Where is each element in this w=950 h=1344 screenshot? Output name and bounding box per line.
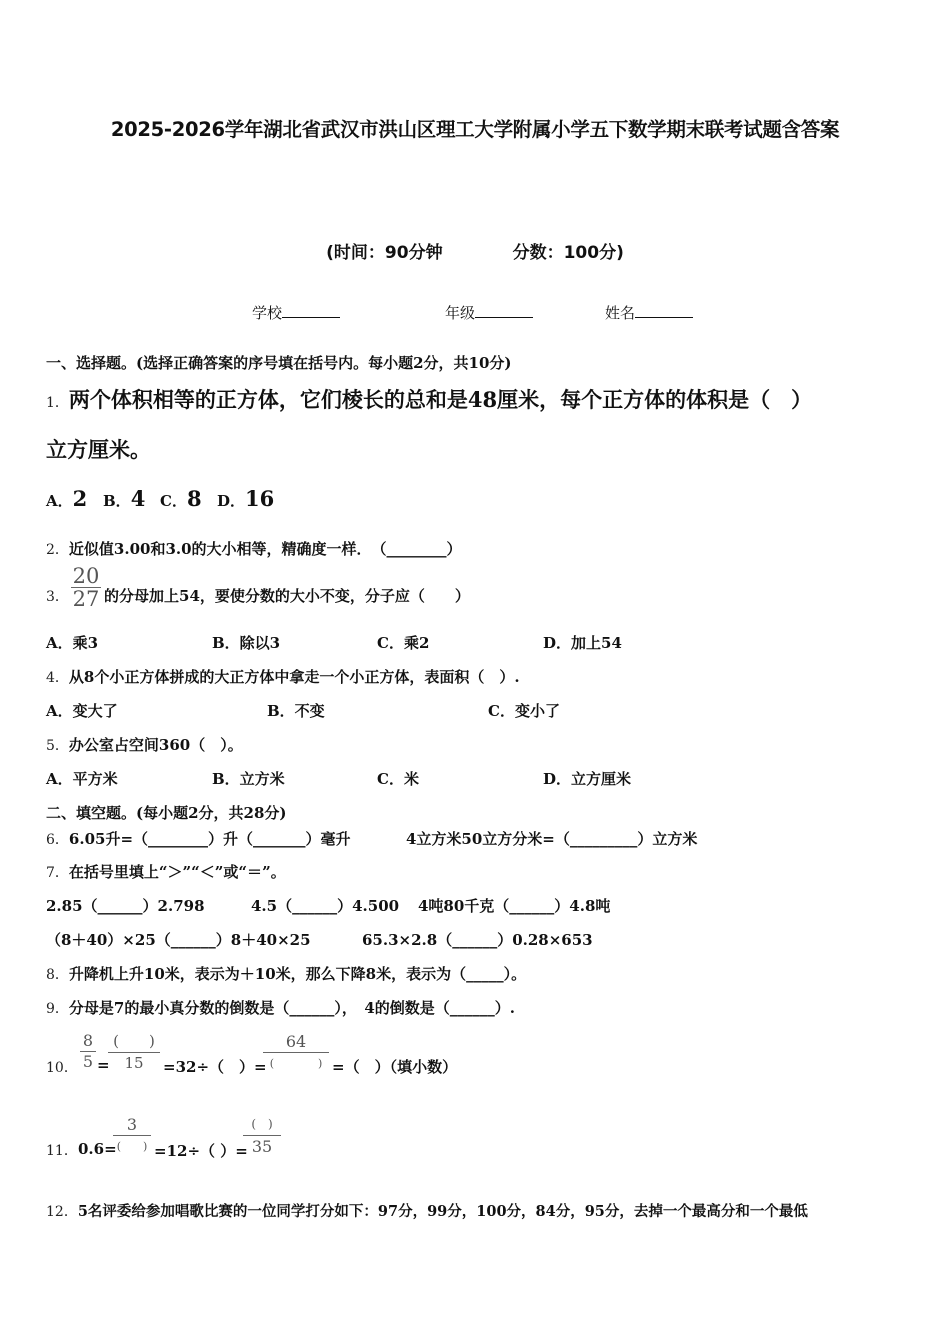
q10-fraction-1: 8 5 <box>80 1031 96 1072</box>
grade-field[interactable]: 年级 <box>445 302 533 323</box>
q5-option-d[interactable]: D．立方厘米 <box>543 770 632 788</box>
name-field[interactable]: 姓名 <box>605 302 693 323</box>
q11-lead: 0.6= <box>78 1140 117 1158</box>
question-9: 9．分母是7的最小真分数的倒数是（______）， 4的倒数是（______）. <box>46 999 516 1017</box>
q3-option-c[interactable]: C．乘2 <box>377 634 430 652</box>
q11-fraction-2: ( ) 35 <box>243 1114 281 1157</box>
q10-eq: = <box>97 1056 110 1074</box>
q4-option-a[interactable]: A．变大了 <box>46 702 118 720</box>
q7-item-2: 4.5（______）4.500 <box>251 897 400 915</box>
q11-fraction-1: 3 ( ) <box>113 1114 151 1157</box>
q1-text-a: 两个体积相等的正方体，它们棱长的总和是48厘米，每个正方体的体积是（ ） <box>68 387 813 412</box>
q11-number: 11． <box>46 1143 78 1159</box>
page-title: 2025-2026学年湖北省武汉市洪山区理工大学附属小学五下数学期末联考试题含答案 <box>110 118 840 141</box>
exam-info <box>0 238 950 263</box>
q1-option-a[interactable]: A．2 <box>46 486 88 511</box>
question-12: 12．5名评委给参加唱歌比赛的一位同学打分如下：97分，99分，100分，84分，95分，去掉一个最高分和一个最低 <box>46 1203 808 1220</box>
exam-score: 分数：100分) <box>512 243 624 263</box>
section1-heading: 一、选择题。(选择正确答案的序号填在括号内。每小题2分，共10分) <box>46 354 512 372</box>
q5-option-c[interactable]: C．米 <box>377 770 419 788</box>
q10-fraction-2: ( ) 15 <box>108 1031 160 1074</box>
q3-number: 3． <box>46 589 69 605</box>
q7-item-3: 4吨80千克（______）4.8吨 <box>418 897 611 915</box>
q7-item-1: 2.85（______）2.798 <box>46 897 205 915</box>
q4-option-c[interactable]: C．变小了 <box>488 702 560 720</box>
q10-number: 10． <box>46 1060 78 1076</box>
question-1: 1．两个体积相等的正方体，它们棱长的总和是48厘米，每个正方体的体积是（ ） <box>46 387 813 412</box>
q5-option-a[interactable]: A．平方米 <box>46 770 118 788</box>
question-4: 4．从8个小正方体拼成的大正方体中拿走一个小正方体，表面积（ ）. <box>46 668 520 686</box>
q7-item-5: 65.3×2.8（______）0.28×653 <box>362 931 593 949</box>
q10-fraction-3: 64 ( ) <box>263 1031 329 1074</box>
q1-option-b[interactable]: B．4 <box>103 486 146 511</box>
exam-time: (时间：90分钟 <box>326 243 443 263</box>
question-5: 5．办公室占空间360（ ）。 <box>46 736 243 754</box>
q6-text-b: 4立方米50立方分米=（_________）立方米 <box>406 830 698 848</box>
school-field[interactable]: 学校 <box>252 302 340 323</box>
q3-text: 的分母加上54，要使分数的大小不变，分子应（ ） <box>104 587 470 605</box>
q11-mid: =12÷（ ）= <box>154 1142 248 1160</box>
q1-option-c[interactable]: C．8 <box>160 486 202 511</box>
q3-fraction: 20 27 <box>72 564 100 611</box>
q7-item-4: （8＋40）×25（______）8＋40×25 <box>46 931 311 949</box>
q10-mid: =32÷（ ）= <box>163 1058 267 1076</box>
q5-option-b[interactable]: B．立方米 <box>212 770 285 788</box>
question-7: 7．在括号里填上“＞”“＜”或“＝”。 <box>46 863 286 881</box>
q1-option-d[interactable]: D．16 <box>217 486 275 511</box>
question-2: 2．近似值3.00和3.0的大小相等，精确度一样． （________） <box>46 540 462 558</box>
section2-heading: 二、填空题。(每小题2分，共28分) <box>46 804 287 822</box>
q3-option-d[interactable]: D．加上54 <box>543 634 622 652</box>
question-8: 8．升降机上升10米，表示为＋10米，那么下降8米，表示为（_____）。 <box>46 965 527 983</box>
q3-option-b[interactable]: B．除以3 <box>212 634 281 652</box>
q10-tail: =（ ）（填小数） <box>332 1058 458 1076</box>
q4-option-b[interactable]: B．不变 <box>267 702 325 720</box>
q3-option-a[interactable]: A．乘3 <box>46 634 99 652</box>
question-6: 6．6.05升=（________）升（_______）毫升 <box>46 830 351 848</box>
q1-text-b: 立方厘米。 <box>46 437 151 462</box>
